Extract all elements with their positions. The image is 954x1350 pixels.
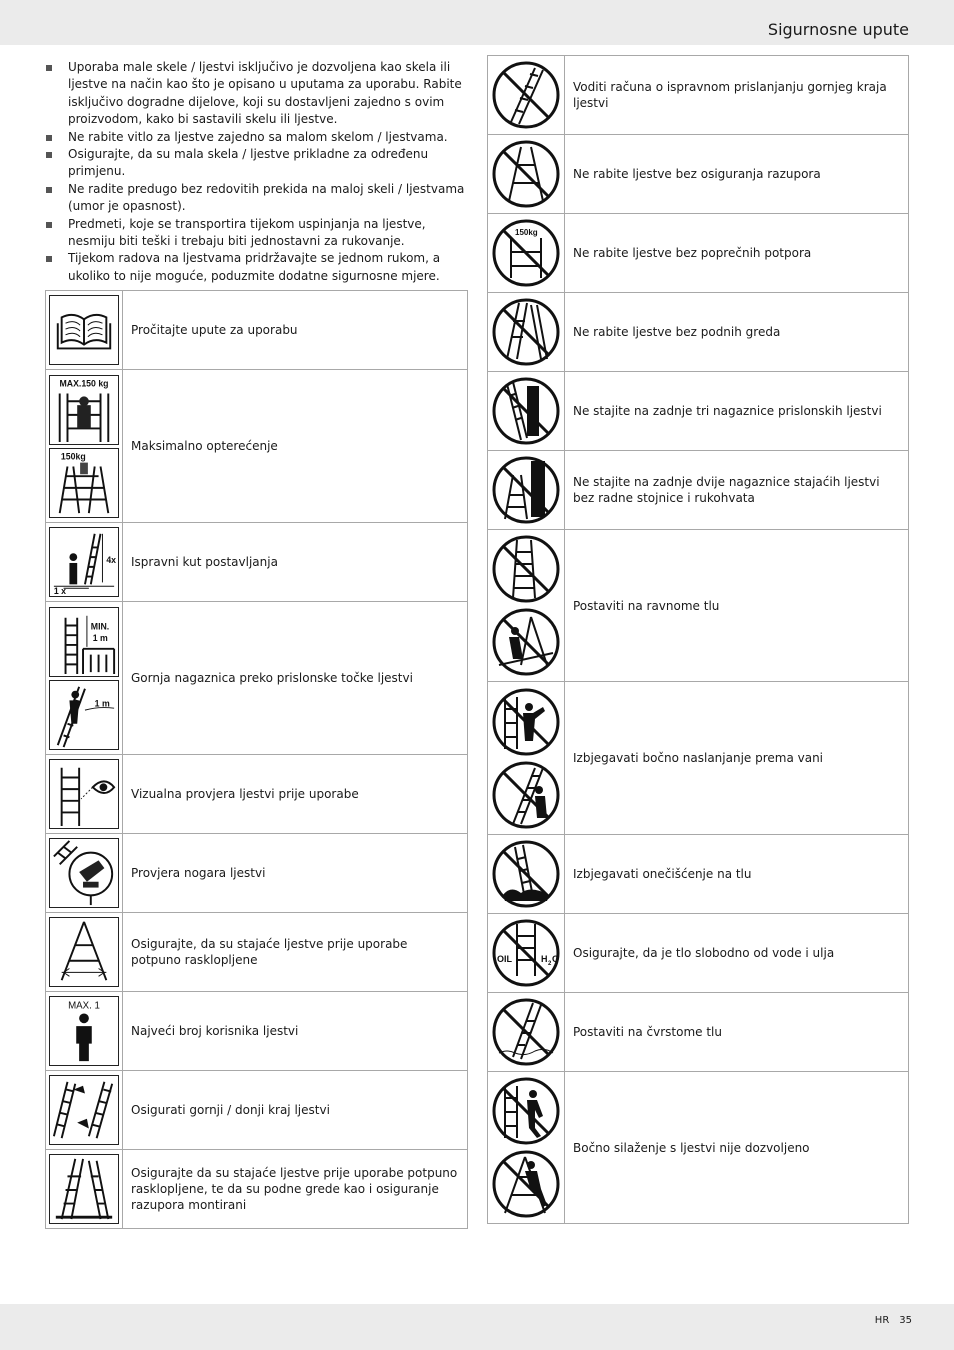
row-text: Maksimalno opterećenje <box>123 370 468 523</box>
icon-cell <box>46 992 123 1071</box>
row-text: Ne stajite na zadnje tri nagaznice prislonskih ljestvi <box>565 372 909 451</box>
icon-cell <box>46 523 123 602</box>
max-load-ladder-label: 150kg <box>60 451 86 462</box>
footer-bar <box>0 1304 954 1350</box>
row-text: Osigurati gornji / donji kraj ljestvi <box>123 1071 468 1150</box>
min-label: MIN. <box>90 620 110 631</box>
top-step-icon <box>49 680 119 750</box>
row-text: Ne rabite ljestve bez podnih greda <box>565 293 909 372</box>
table-row <box>488 135 909 214</box>
row-text: Osigurajte da su stajaće ljestve prije uporabe potpuno rasklopljene, te da su podne grede kao i osiguranje razupora montirani <box>123 1150 468 1229</box>
table-row <box>46 523 468 602</box>
icon-cell <box>46 834 123 913</box>
table-row <box>46 370 468 523</box>
table-row <box>488 293 909 372</box>
water-h-label: H <box>541 954 548 964</box>
no-top-three-icon <box>491 376 561 446</box>
bullet-item: Osigurajte, da su mala skela / ljestve prikladne za određenu primjenu. <box>45 146 465 181</box>
no-side-step-icon <box>491 1149 561 1219</box>
icon-cell <box>488 293 565 372</box>
bullet-item: Ne rabite vitlo za ljestve zajedno sa malom skelom / ljestvama. <box>45 129 465 146</box>
icon-cell <box>46 913 123 992</box>
angle-ratio-label: 4x <box>106 554 117 565</box>
row-text: Postaviti na čvrstome tlu <box>565 993 909 1072</box>
no-slope-icon <box>491 607 561 677</box>
icon-cell <box>46 1071 123 1150</box>
no-lean-out-icon <box>491 687 561 757</box>
stabilizer-icon <box>49 1154 119 1224</box>
icon-cell <box>488 372 565 451</box>
no-top-two-icon <box>491 455 561 525</box>
table-row <box>488 914 909 993</box>
table-row <box>488 56 909 135</box>
table-row <box>488 530 909 682</box>
icon-cell <box>488 914 565 993</box>
cross-brace-load-label: 150kg <box>515 228 538 237</box>
bullet-item: Ne radite predugo bez redovitih prekida na maloj skeli / ljestvama (umor je opasnost). <box>45 181 465 216</box>
no-side-exit-icon <box>491 1076 561 1146</box>
bullet-item: Uporaba male skele / ljestvi isključivo je dozvoljena kao skela ili ljestve na način kao što je opisano u uputama za uporabu. Rabite isključivo dogradne dijelove, koji su dostavljeni zajedno s ovim proizvodom, kako bi sastavili skelu ili ljestve. <box>45 59 465 129</box>
visual-check-icon <box>49 759 119 829</box>
table-row <box>488 214 909 293</box>
bullet-item: Tijekom radova na ljestvama pridržavajte se jednom rukom, a ukoliko to nije moguće, poduzmite dodatne sigurnosne mjere. <box>45 250 465 285</box>
bullet-item: Predmeti, koje se transportira tijekom uspinjanja na ljestve, nesmiju biti teški i trebaju biti jednostavni za rukovanje. <box>45 216 465 251</box>
max-users-label: MAX. 1 <box>68 1000 100 1012</box>
page-number: 35 <box>899 1315 912 1326</box>
row-text: Provjera nogara ljestvi <box>123 834 468 913</box>
table-row <box>46 913 468 992</box>
no-spreader-icon <box>491 139 561 209</box>
icon-cell <box>46 291 123 370</box>
icon-cell <box>488 135 565 214</box>
top-step-meter-label: 1 m <box>94 697 110 708</box>
row-text: Najveći broj korisnika ljestvi <box>123 992 468 1071</box>
icon-cell <box>46 602 123 755</box>
row-text: Izbjegavati bočno naslanjanje prema vani <box>565 682 909 835</box>
table-row <box>488 372 909 451</box>
icon-cell <box>488 451 565 530</box>
row-text: Pročitajte upute za uporabu <box>123 291 468 370</box>
row-text: Gornja nagaznica preko prislonske točke ljestvi <box>123 602 468 755</box>
fully-open-icon <box>49 917 119 987</box>
row-text: Ne stajite na zadnje dvije nagaznice stajaćih ljestvi bez radne stojnice i rukohvata <box>565 451 909 530</box>
icon-cell <box>488 214 565 293</box>
max-load-label: MAX.150 kg <box>59 378 109 389</box>
secure-ends-icon <box>49 1075 119 1145</box>
no-cross-brace-icon <box>491 218 561 288</box>
max-load-ladder-icon <box>49 448 119 518</box>
row-text: Postaviti na ravnome tlu <box>565 530 909 682</box>
setup-angle-icon <box>49 527 119 597</box>
icon-cell <box>488 835 565 914</box>
icon-cell <box>488 56 565 135</box>
left-symbol-table <box>45 290 468 1229</box>
table-row <box>488 451 909 530</box>
row-text: Osigurajte, da su stajaće ljestve prije uporabe potpuno rasklopljene <box>123 913 468 992</box>
table-row <box>488 835 909 914</box>
row-text: Izbjegavati onečišćenje na tlu <box>565 835 909 914</box>
table-row <box>46 1071 468 1150</box>
icon-cell <box>46 370 123 523</box>
table-row <box>46 602 468 755</box>
icon-cell <box>46 755 123 834</box>
icon-cell <box>46 1150 123 1229</box>
no-soft-ground-icon <box>491 997 561 1067</box>
row-text: Ispravni kut postavljanja <box>123 523 468 602</box>
right-symbol-table <box>487 55 909 1224</box>
no-debris-icon <box>491 839 561 909</box>
angle-base-label: 1 x <box>53 586 67 596</box>
icon-cell <box>488 530 565 682</box>
no-oil-water-icon <box>491 918 561 988</box>
icon-cell <box>488 1072 565 1224</box>
feet-check-icon <box>49 838 119 908</box>
book-icon <box>49 295 119 365</box>
table-row <box>46 1150 468 1229</box>
no-wrong-top-icon <box>491 60 561 130</box>
water-o-label: O <box>552 954 560 964</box>
table-row <box>488 1072 909 1224</box>
oil-label: OIL <box>497 954 512 964</box>
max-users-icon <box>49 996 119 1066</box>
no-uneven-ground-icon <box>491 534 561 604</box>
row-text: Ne rabite ljestve bez osiguranja razupora <box>565 135 909 214</box>
table-row <box>46 834 468 913</box>
icon-cell <box>488 682 565 835</box>
table-row <box>46 755 468 834</box>
safety-bullet-list <box>45 59 465 285</box>
row-text: Ne rabite ljestve bez poprečnih potpora <box>565 214 909 293</box>
row-text: Vizualna provjera ljestvi prije uporabe <box>123 755 468 834</box>
table-row <box>488 993 909 1072</box>
min-extension-icon <box>49 607 119 677</box>
row-text: Voditi računa o ispravnom prislanjanju gornjeg kraja ljestvi <box>565 56 909 135</box>
table-row <box>46 992 468 1071</box>
one-meter-label: 1 m <box>92 632 108 643</box>
no-base-beam-icon <box>491 297 561 367</box>
page-title: Sigurnosne upute <box>767 20 909 39</box>
page-footer <box>865 1315 912 1326</box>
water-sub-label: 2 <box>548 961 552 967</box>
footer-language: HR <box>874 1315 890 1326</box>
icon-cell <box>488 993 565 1072</box>
table-row <box>488 682 909 835</box>
no-lean-side-icon <box>491 760 561 830</box>
row-text: Bočno silaženje s ljestvi nije dozvoljeno <box>565 1072 909 1224</box>
max-load-scaffold-icon <box>49 375 119 445</box>
row-text: Osigurajte, da je tlo slobodno od vode i ulja <box>565 914 909 993</box>
table-row <box>46 291 468 370</box>
